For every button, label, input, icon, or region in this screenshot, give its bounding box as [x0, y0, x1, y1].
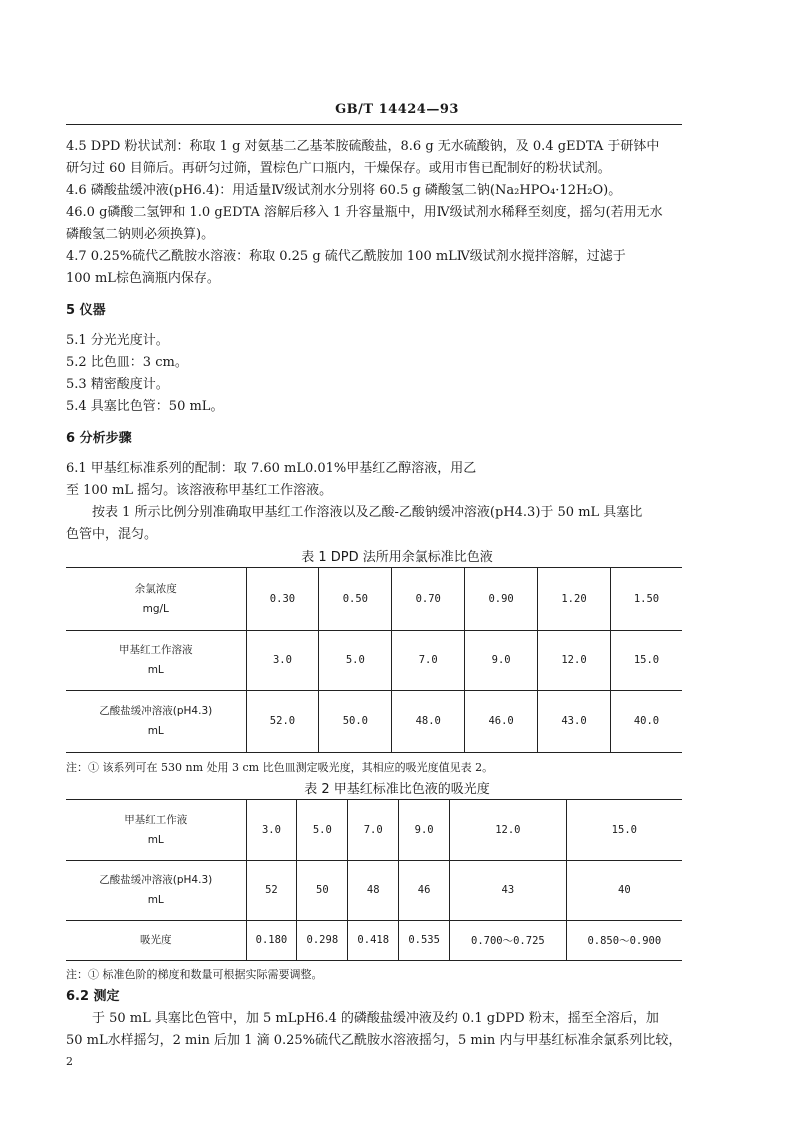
table1-cell: 1.20	[538, 568, 611, 630]
table2-cell: 0.298	[297, 920, 348, 960]
table1-cell: 40.0	[610, 690, 682, 752]
table2-cell: 0.418	[348, 920, 399, 960]
item-5-4: 5.4 具塞比色管：50 mL。	[66, 399, 224, 414]
table2-caption: 表 2 甲基红标准比色液的吸光度	[304, 782, 490, 797]
table2-row-label: 乙酸盐缓冲溶液(pH4.3) mL	[66, 860, 246, 920]
para-4-6-line2: 46.0 g磷酸二氢钾和 1.0 gEDTA 溶解后移入 1 升容量瓶中，用Ⅳ级试剂水稀释至刻度，摇匀(若用无水	[66, 205, 663, 220]
table1-cell: 48.0	[392, 690, 465, 752]
table2-cell: 7.0	[348, 800, 399, 860]
table1-cell: 3.0	[246, 630, 319, 690]
item-5-1: 5.1 分光光度计。	[66, 333, 169, 348]
para-6-1-line2: 至 100 mL 摇匀。该溶液称甲基红工作溶液。	[66, 483, 333, 498]
table2-row-label: 吸光度	[66, 920, 246, 960]
table2-cell: 9.0	[399, 800, 450, 860]
table1-cell: 0.70	[392, 568, 465, 630]
table2-cell: 0.180	[246, 920, 297, 960]
para-6-1-line1: 6.1 甲基红标准系列的配制：取 7.60 mL0.01%甲基红乙醇溶液，用乙	[66, 461, 477, 476]
table2-cell: 5.0	[297, 800, 348, 860]
para-6-2-line2: 50 mL水样摇匀，2 min 后加 1 滴 0.25%硫代乙酰胺水溶液摇匀，5 min 内与甲基红标准余氯系列比较，	[66, 1033, 682, 1048]
table1-cell: 15.0	[610, 630, 682, 690]
table1-row-label: 乙酸盐缓冲溶液(pH4.3) mL	[66, 690, 246, 752]
table2-cell: 15.0	[566, 800, 682, 860]
table2-cell: 52	[246, 860, 297, 920]
para-4-7-line1: 4.7 0.25%硫代乙酰胺水溶液：称取 0.25 g 硫代乙酰胺加 100 mLⅣ级试剂水搅拌溶解，过滤于	[66, 249, 626, 264]
section-6-heading: 6 分析步骤	[66, 431, 132, 446]
table2-note: 注：① 标准色阶的梯度和数量可根据实际需要调整。	[66, 968, 323, 981]
table1-note: 注：① 该系列可在 530 nm 处用 3 cm 比色皿测定吸光度，其相应的吸光度值见表 2。	[66, 761, 494, 774]
table2	[66, 800, 682, 960]
table2-cell: 43	[450, 860, 567, 920]
item-5-2: 5.2 比色皿：3 cm。	[66, 355, 188, 370]
table1-cell: 50.0	[319, 690, 392, 752]
table1-caption: 表 1 DPD 法所用余氯标准比色液	[301, 550, 493, 565]
table1-cell: 7.0	[392, 630, 465, 690]
table1-cell: 46.0	[465, 690, 538, 752]
table2-row	[66, 860, 682, 920]
table1-row-label: 余氯浓度 mg/L	[134, 582, 177, 615]
table1-cell: 1.50	[610, 568, 682, 630]
para-4-6-line3: 磷酸氢二钠则必须换算)。	[66, 227, 215, 242]
table1-cell: 0.50	[319, 568, 392, 630]
para-6-1-line4: 色管中，混匀。	[66, 527, 158, 542]
table2-cell: 0.850～0.900	[566, 920, 682, 960]
table1-row	[66, 690, 682, 752]
page-number: 2	[66, 1055, 73, 1068]
table1-cell: 0.90	[465, 568, 538, 630]
table1-row-label: 甲基红工作溶液 mL	[66, 630, 246, 690]
table1-row	[66, 630, 682, 690]
table1-cell: 52.0	[246, 690, 319, 752]
table2-cell: 50	[297, 860, 348, 920]
document-header: GB/T 14424—93	[335, 102, 459, 117]
table2-bottom-rule	[66, 960, 682, 961]
table2-cell: 12.0	[450, 800, 567, 860]
para-4-5-line1: 4.5 DPD 粉状试剂：称取 1 g 对氨基二乙基苯胺硫酸盐，8.6 g 无水硫酸钠，及 0.4 gEDTA 于研钵中	[66, 139, 660, 154]
section-6-2-heading: 6.2 测定	[66, 989, 120, 1004]
table2-cell: 40	[566, 860, 682, 920]
item-5-3: 5.3 精密酸度计。	[66, 377, 169, 392]
para-6-1-line3: 按表 1 所示比例分别准确取甲基红工作溶液以及乙酸-乙酸钠缓冲溶液(pH4.3)于 50 mL 具塞比	[92, 505, 643, 520]
table1	[66, 568, 682, 752]
header-rule	[66, 124, 682, 125]
table2-cell: 0.700～0.725	[450, 920, 567, 960]
table2-row-label: 甲基红工作液 mL	[124, 813, 188, 846]
table2-cell: 46	[399, 860, 450, 920]
para-4-5-line2: 研匀过 60 目筛后。再研匀过筛，置棕色广口瓶内，干燥保存。或用市售已配制好的粉状试剂。	[66, 161, 611, 176]
table2-cell: 0.535	[399, 920, 450, 960]
table2-cell: 48	[348, 860, 399, 920]
table2-row	[66, 800, 682, 860]
table1-bottom-rule	[66, 752, 682, 753]
para-6-2-line1: 于 50 mL 具塞比色管中，加 5 mLpH6.4 的磷酸盐缓冲液及约 0.1 gDPD 粉末，摇至全溶后，加	[92, 1011, 659, 1026]
section-5-heading: 5 仪器	[66, 303, 106, 318]
table1-cell: 12.0	[538, 630, 611, 690]
table1-cell: 5.0	[319, 630, 392, 690]
table1-cell: 43.0	[538, 690, 611, 752]
table2-row	[66, 920, 682, 960]
para-4-6-line1: 4.6 磷酸盐缓冲液(pH6.4)：用适量Ⅳ级试剂水分别将 60.5 g 磷酸氢二钠(Na₂HPO₄·12H₂O)。	[66, 183, 622, 198]
table2-cell: 3.0	[246, 800, 297, 860]
table1-cell: 0.30	[246, 568, 319, 630]
table1-row	[66, 568, 682, 630]
para-4-7-line2: 100 mL棕色滴瓶内保存。	[66, 271, 220, 286]
table1-cell: 9.0	[465, 630, 538, 690]
